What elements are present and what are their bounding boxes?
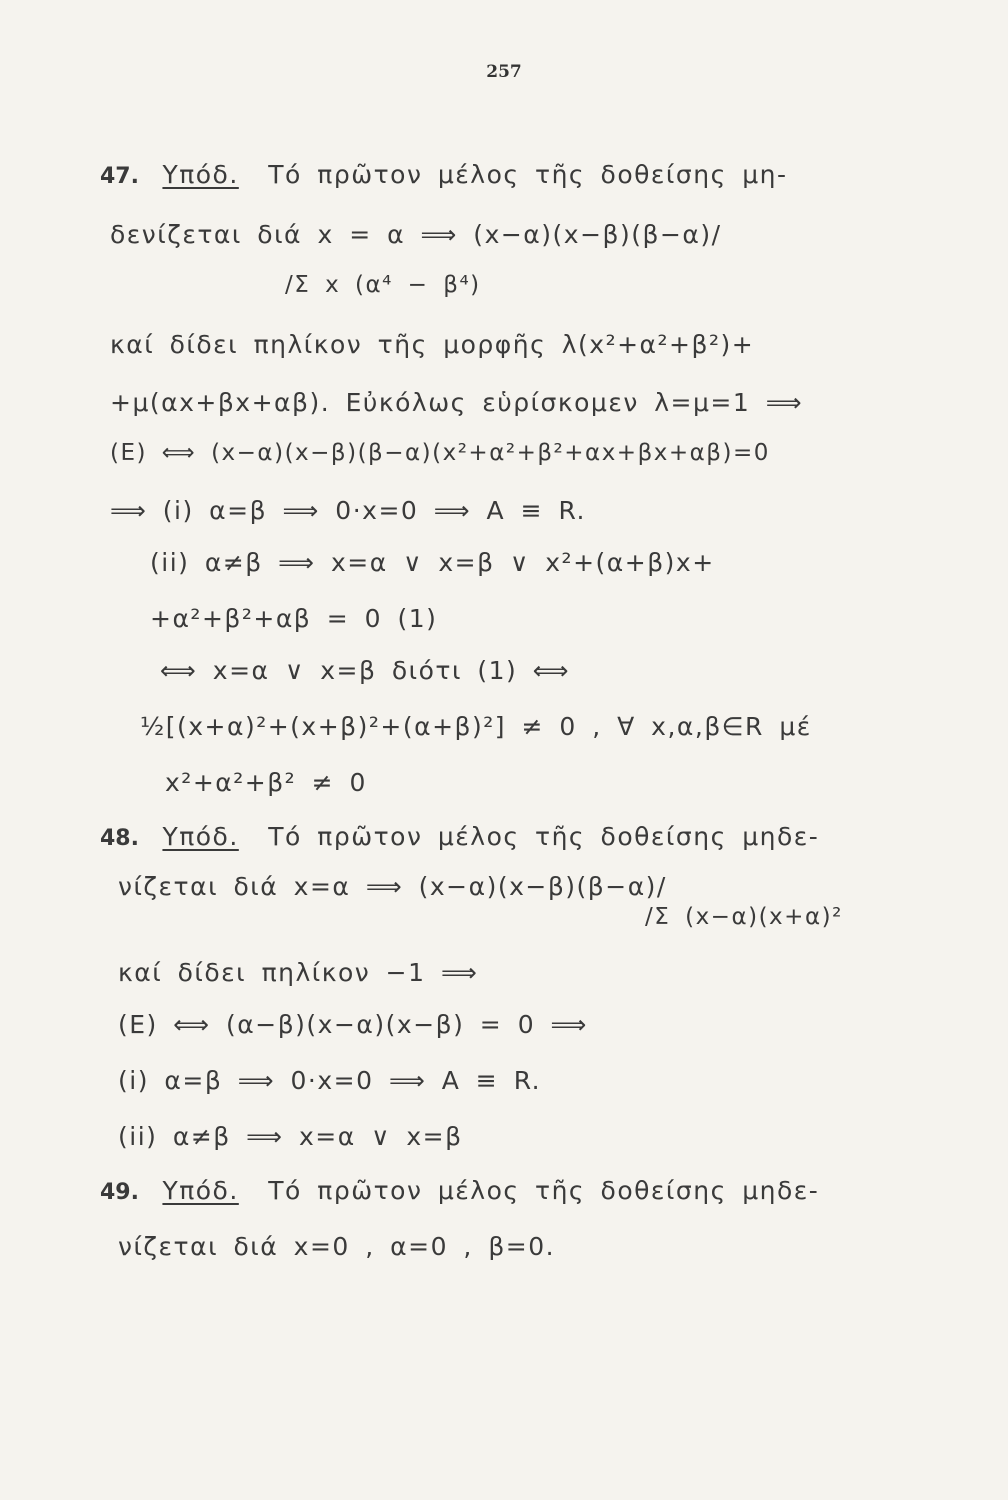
hint-label: Υπόδ. bbox=[162, 1176, 239, 1205]
problem-text-line: (Ε) ⟺ (α−β)(x−α)(x−β) = 0 ⟹ bbox=[118, 1010, 588, 1039]
problem-text-line: Τό πρῶτον μέλος τῆς δοθείσης μηδε- bbox=[268, 1176, 820, 1205]
problem-text-line: (ii) α≠β ⟹ x=α ∨ x=β ∨ x²+(α+β)x+ bbox=[150, 548, 715, 577]
problem-text-line: καί δίδει πηλίκον τῆς μορφῆς λ(x²+α²+β²)+ bbox=[110, 330, 755, 359]
problem-text-line: ½[(x+α)²+(x+β)²+(α+β)²] ≠ 0 , ∀ x,α,β∈R μέ bbox=[140, 712, 812, 741]
problem-text-line: (ii) α≠β ⟹ x=α ∨ x=β bbox=[118, 1122, 463, 1151]
problem-text-line: /Σ (x−α)(x+α)² bbox=[645, 904, 843, 930]
problem-text-line: /Σ x (α⁴ − β⁴) bbox=[285, 272, 481, 298]
problem-47-first-line bbox=[100, 160, 787, 189]
problem-number: 47. bbox=[100, 164, 139, 189]
problem-text-line: ⟹ (i) α=β ⟹ 0·x=0 ⟹ A ≡ R. bbox=[110, 496, 586, 525]
problem-text-line: +α²+β²+αβ = 0 (1) bbox=[150, 604, 438, 633]
problem-number: 48. bbox=[100, 826, 139, 851]
problem-number: 49. bbox=[100, 1180, 139, 1205]
problem-text-line: (Ε) ⟺ (x−α)(x−β)(β−α)(x²+α²+β²+αx+βx+αβ)=0 bbox=[110, 440, 770, 466]
hint-label: Υπόδ. bbox=[162, 822, 239, 851]
page-number: 257 bbox=[486, 62, 522, 82]
problem-text-line: +μ(αx+βx+αβ). Εὐκόλως εὑρίσκομεν λ=μ=1 ⟹ bbox=[110, 388, 804, 417]
problem-text-line: x²+α²+β² ≠ 0 bbox=[165, 768, 367, 797]
problem-text-line: νίζεται διά x=0 , α=0 , β=0. bbox=[118, 1232, 556, 1261]
problem-text-line: (i) α=β ⟹ 0·x=0 ⟹ A ≡ R. bbox=[118, 1066, 542, 1095]
hint-label: Υπόδ. bbox=[162, 160, 239, 189]
problem-text-line: δενίζεται διά x = α ⟹ (x−α)(x−β)(β−α)/ bbox=[110, 220, 722, 249]
problem-text-line: Τό πρῶτον μέλος τῆς δοθείσης μη- bbox=[268, 160, 788, 189]
problem-49-first-line bbox=[100, 1176, 819, 1205]
problem-text-line: ⟺ x=α ∨ x=β διότι (1) ⟺ bbox=[160, 656, 571, 685]
problem-48-first-line bbox=[100, 822, 819, 851]
problem-text-line: Τό πρῶτον μέλος τῆς δοθείσης μηδε- bbox=[268, 822, 820, 851]
problem-text-line: νίζεται διά x=α ⟹ (x−α)(x−β)(β−α)/ bbox=[118, 872, 667, 901]
problem-text-line: καί δίδει πηλίκον −1 ⟹ bbox=[118, 958, 479, 987]
